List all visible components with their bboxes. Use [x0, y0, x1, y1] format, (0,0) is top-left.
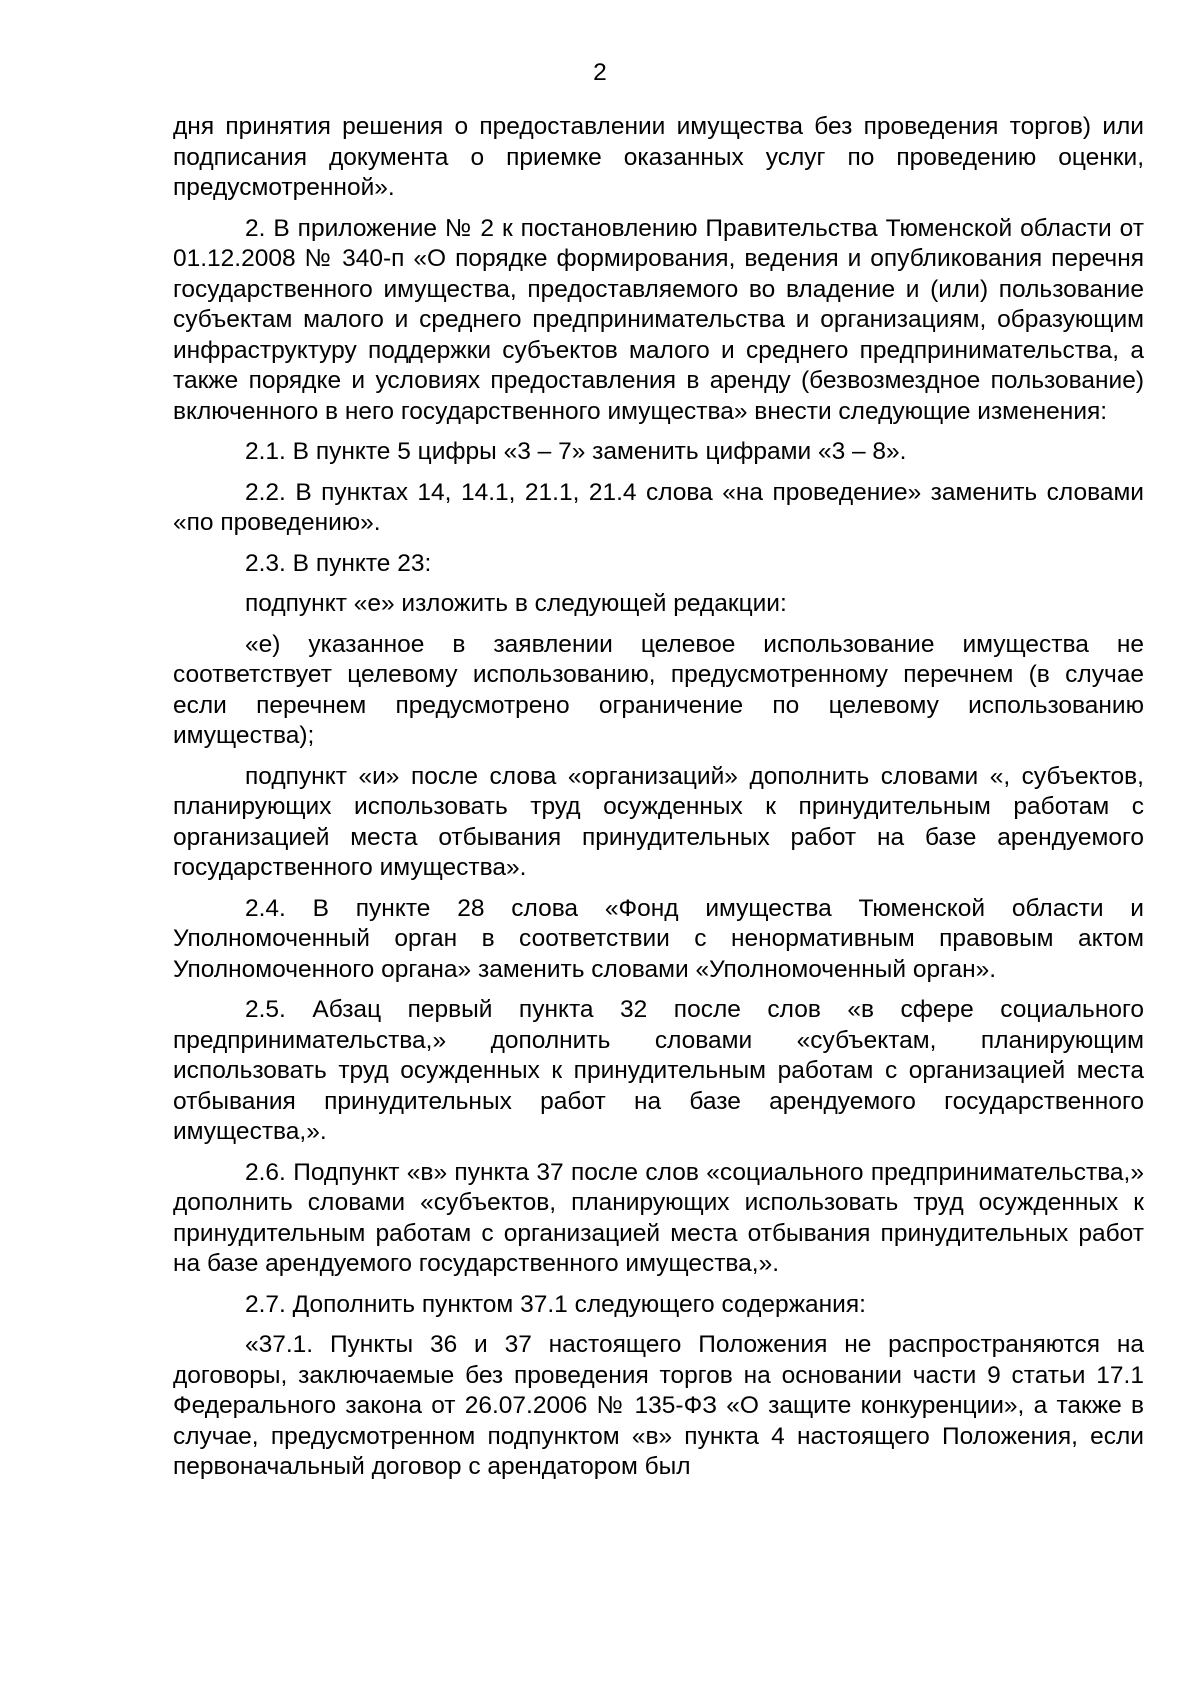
paragraph-item-2-6: 2.6. Подпункт «в» пункта 37 после слов «социального предпринимательства,» дополнить словами «субъектов, планирующих использовать труд осужденных к принудительным работам с организацией места отбывания принудительных работ на базе арендуемого государственного имущества,».	[173, 1158, 1144, 1277]
paragraph-continuation: дня принятия решения о предоставлении имущества без проведения торгов) или подписания документа о приемке оказанных услуг по проведению оценки, предусмотренной».	[173, 113, 1144, 201]
paragraph-subitem-e-text: «е) указанное в заявлении целевое использование имущества не соответствует целевому использованию, предусмотренному перечнем (в случае если перечнем предусмотрено ограничение по целевому использованию имущества);	[173, 630, 1144, 749]
paragraph-item-2-7: 2.7. Дополнить пунктом 37.1 следующего содержания:	[245, 1290, 866, 1318]
paragraph-item-2-3: 2.3. В пункте 23:	[245, 549, 432, 577]
document-body	[173, 112, 1144, 1493]
paragraph-item-2: 2. В приложение № 2 к постановлению Правительства Тюменской области от 01.12.2008 № 340-п «О порядке формирования, ведения и опубликования перечня государственного имущества, предоставляемого во владение и (или) пользование субъектам малого и среднего предпринимательства и организациям, образующим инфраструктуру поддержки субъектов малого и среднего предпринимательства, а также порядке и условиях предоставления в аренду (безвозмездное пользование) включенного в него государственного имущества» внести следующие изменения:	[173, 214, 1144, 425]
paragraph-item-2-2: 2.2. В пунктах 14, 14.1, 21.1, 21.4 слова «на проведение» заменить словами «по проведению».	[173, 478, 1144, 536]
paragraph-item-2-1: 2.1. В пункте 5 цифры «3 – 7» заменить цифрами «3 – 8».	[245, 438, 907, 465]
page-number: 2	[593, 59, 607, 86]
paragraph-subitem-i: подпункт «и» после слова «организаций» дополнить словами «, субъектов, планирующих использовать труд осужденных к принудительным работам с организацией места отбывания принудительных работ на базе арендуемого государственного имущества».	[173, 762, 1144, 881]
paragraph-subitem-e-intro: подпункт «е» изложить в следующей редакции:	[245, 590, 787, 617]
paragraph-item-37-1: «37.1. Пункты 36 и 37 настоящего Положения не распространяются на договоры, заключаемые без проведения торгов на основании части 9 статьи 17.1 Федерального закона от 26.07.2006 № 135-ФЗ «О защите конкуренции», а также в случае, предусмотренном подпунктом «в» пункта 4 настоящего Положения, если первоначальный договор с арендатором был	[173, 1331, 1144, 1480]
paragraph-item-2-4: 2.4. В пункте 28 слова «Фонд имущества Тюменской области и Уполномоченный орган в соответствии с ненормативным правовым актом Уполномоченного органа» заменить словами «Уполномоченный орган».	[173, 894, 1144, 983]
paragraph-item-2-5: 2.5. Абзац первый пункта 32 после слов «в сфере социального предпринимательства,» дополнить словами «субъектам, планирующим использовать труд осужденных к принудительным работам с организацией места отбывания принудительных работ на базе арендуемого государственного имущества,».	[173, 996, 1144, 1145]
